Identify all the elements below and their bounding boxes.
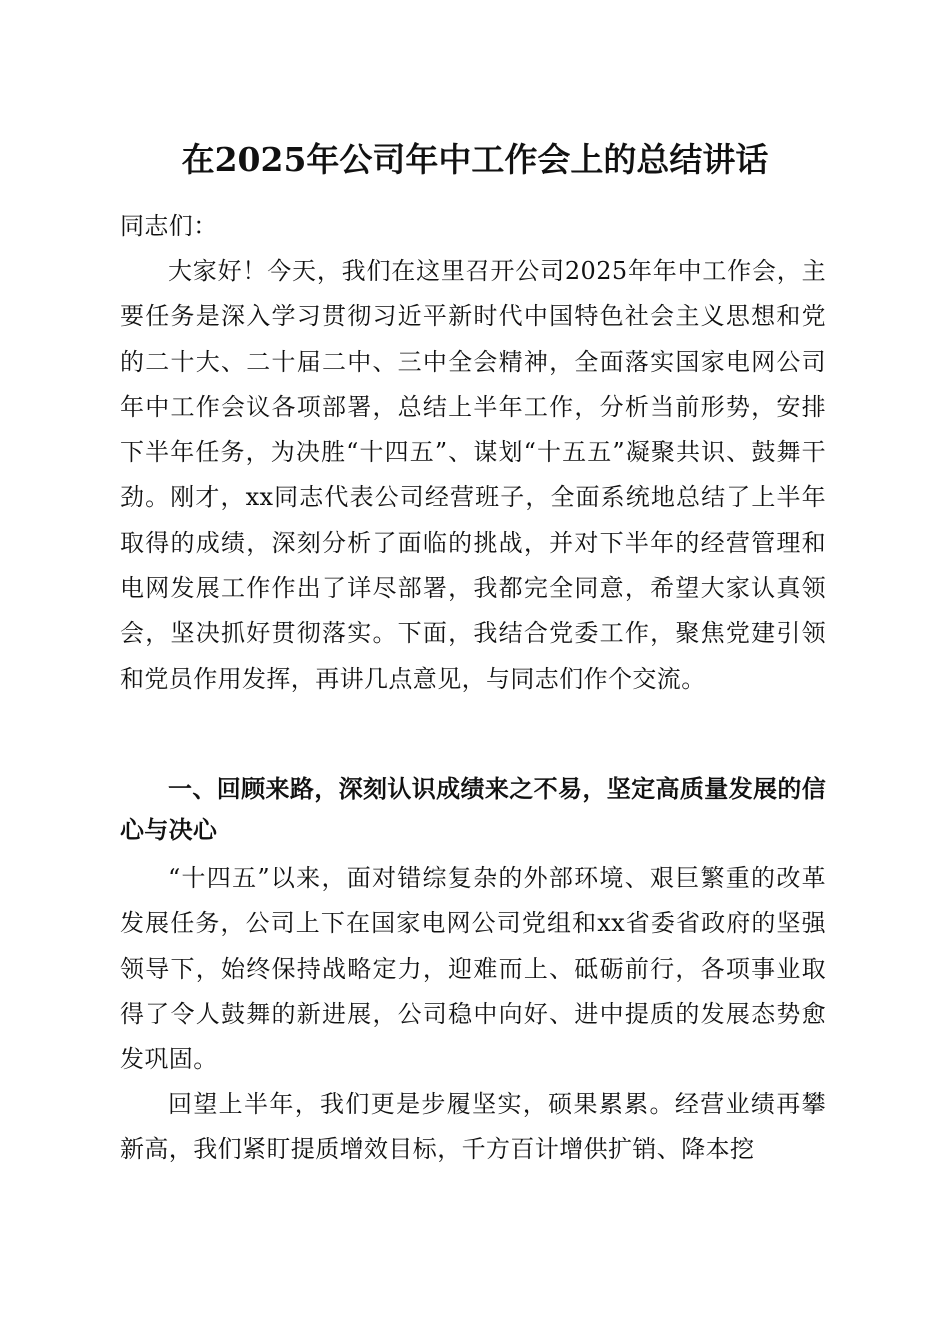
document-title: 在2025年公司年中工作会上的总结讲话 bbox=[181, 140, 769, 179]
paragraph-review: “十四五”以来，面对错综复杂的外部环境、艰巨繁重的改革发展任务，公司上下在国家电网公司党组和xx省委省政府的坚强领导下，始终保持战略定力，迎难而上、砥砺前行，各项事业取得了令人鼓舞的新进展，公司稳中向好、进中提质的发展态势愈发巩固。 bbox=[120, 864, 826, 1074]
paragraph-opening: 大家好！今天，我们在这里召开公司2025年年中工作会，主要任务是深入学习贯彻习近平新时代中国特色社会主义思想和党的二十大、二十届二中、三中全会精神，全面落实国家电网公司年中工作会议各项部署，总结上半年工作，分析当前形势，安排下半年任务，为决胜“十四五”、谋划“十五五”凝聚共识、鼓舞干劲。刚才，xx同志代表公司经营班子，全面系统地总结了上半年取得的成绩，深刻分析了面临的挑战，并对下半年的经营管理和电网发展工作作出了详尽部署，我都完全同意，希望大家认真领会，坚决抓好贯彻落实。下面，我结合党委工作，聚焦党建引领和党员作用发挥，再讲几点意见，与同志们作个交流。 bbox=[120, 257, 826, 693]
salutation: 同志们： bbox=[120, 212, 218, 240]
paragraph-first-half: 回望上半年，我们更是步履坚实，硕果累累。经营业绩再攀新高，我们紧盯提质增效目标，千方百计增供扩销、降本挖 bbox=[120, 1090, 826, 1164]
section-heading-1: 一、回顾来路，深刻认识成绩来之不易，坚定高质量发展的信心与决心 bbox=[120, 775, 826, 844]
